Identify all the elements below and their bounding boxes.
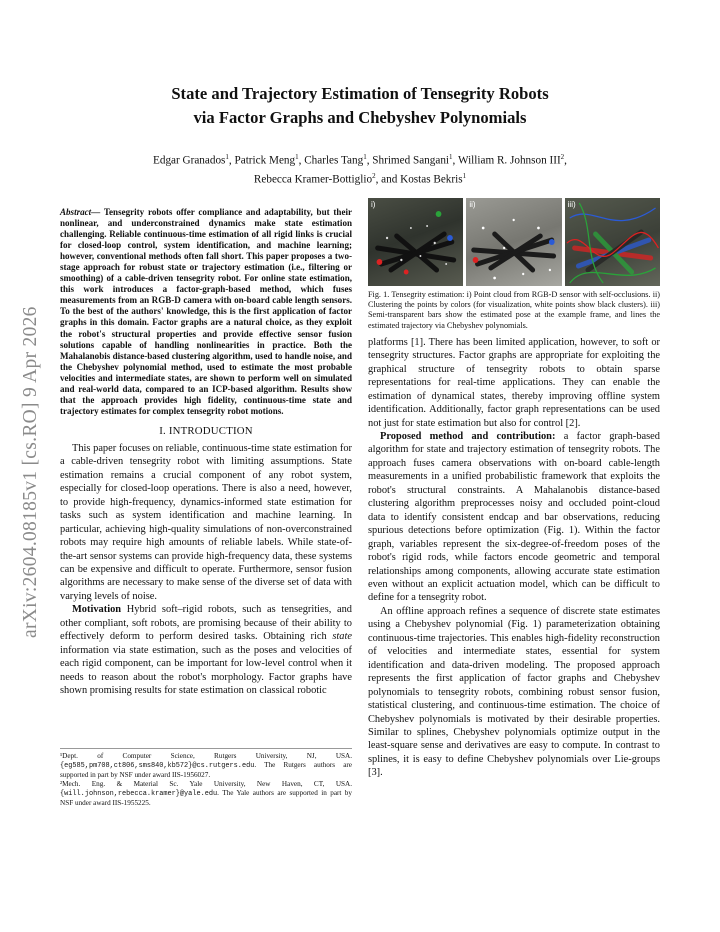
- author-name: Patrick Meng: [234, 154, 296, 167]
- author-name: Shrimed Sangani: [372, 154, 450, 167]
- motivation-paragraph: [60, 603, 352, 697]
- author-affiliation: 1: [363, 153, 367, 161]
- footnotes: [60, 748, 352, 807]
- figure-panel-clustering: [466, 198, 561, 286]
- abstract-label: Abstract: [60, 207, 92, 217]
- contribution-heading: Proposed method and contribution:: [380, 430, 556, 442]
- offline-paragraph: An offline approach refines a sequence of discrete state estimates using a Chebyshev polynomial (Fig. 1) parameterization obtaining continuous-time trajectories. This enables high-fidelity reconstruction of velocities and intermediate states, essential for system identification and data-driven modeling. The proposed approach represents the first application of factor graphs and Chebyshev polynomials to tensegrity robots, combining robust sensor fusion, statistical clustering, and continuous-time estimation. The choice of Chebyshev polynomials is motivated by their desirable properties. Similar to splines, Chebyshev polynomials optimize output in the least-square sense and derivatives are easy to compute. In contrast to splines, it is easy to define Chebyshev polynomials over Lie-groups [3].: [368, 605, 660, 779]
- author-name: Kostas Bekris: [400, 173, 463, 186]
- figure-panel-label: i): [371, 200, 376, 209]
- author-affiliation: 2: [560, 153, 565, 161]
- author-line-2: Rebecca Kramer-Bottiglio$^2$, and Kostas Bekris$^1$: [253, 171, 467, 186]
- author-name: Edgar Granados: [153, 154, 226, 167]
- author-name: Rebecca Kramer-Bottiglio: [253, 173, 373, 186]
- author-list: [60, 150, 660, 187]
- figure-caption: Fig. 1. Tensegrity estimation: i) Point cloud from RGB-D sensor with self-occlusions. ii) Clustering the points by colors (for visualization, white points show black clusters). iii) Semi-transparent bars show the estimated pose at the example frame, and lines the estimated trajectory via Chebyshev polynomials.: [368, 290, 660, 330]
- author-affiliation: 1: [295, 153, 299, 161]
- figure-panel-trajectory: [565, 198, 660, 286]
- footnote-2: [60, 780, 352, 808]
- motivation-emphasis: state: [332, 631, 352, 643]
- author-name: Charles Tang: [304, 154, 364, 167]
- motivation-heading: Motivation: [72, 604, 122, 616]
- footnote-1-text: ¹Dept. of Computer Science, Rutgers University, NJ, USA.: [60, 752, 352, 760]
- figure-panel-label: ii): [469, 200, 476, 209]
- clustering-image: [466, 198, 561, 286]
- author-affiliation: 2: [372, 171, 376, 180]
- title-line-1: State and Trajectory Estimation of Tensegrity Robots: [171, 84, 549, 103]
- intro-paragraph: This paper focuses on reliable, continuous-time state estimation for a cable-driven tensegrity robot with limiting assumptions. State estimation remains a crucial component of any robot system, especially for closed-loop operations. There is also a need, however, to provide high-frequency, dynamics-informed state estimation for tasks such as system identification and machine learning. In particular, achieving high-quality simulations of non-overconstrained robots may require high amounts of reliable labels. While state-of-the-art sensor systems can provide high-frequency data, these systems can be expensive and difficult to operate. Furthermore, sensor fusion algorithms are necessary to make sense of the diverse set of data with varying levels of noise.: [60, 442, 352, 602]
- figure-1: [368, 198, 660, 286]
- author-affiliation: 1: [225, 153, 229, 161]
- abstract: [60, 207, 352, 417]
- right-column: [368, 198, 660, 780]
- right-paragraph-1: platforms [1]. There has been limited application, however, to soft or tensegrity structures. Factor graphs are appropriate for exploiting the graphical structure of tensegrity robots to obtain sparse representations for real-time applications. They can enable the estimation of dynamical states, thereby improving offline system identification. Additionally, factor graph representations can be used not just for state estimation but also for control [2].: [368, 336, 660, 429]
- motivation-text-a: Hybrid soft–rigid robots, such as tensegrities, and other compliant, soft robots, are promising because of their ability to effectively deform to perform desired tasks. Obtaining rich: [60, 604, 352, 643]
- footnote-1-emails: {eg585,pm708,ct806,sms840,kb572}@cs.rutgers.edu: [60, 761, 255, 770]
- author-line-1: Edgar Granados$^1$, Patrick Meng$^1$, Charles Tang$^1$, Shrimed Sangani$^1$, William R. Johnson III$^2$,: [153, 153, 567, 167]
- footnote-2-text: ²Mech. Eng. & Material Sc. Yale University, New Haven, CT, USA.: [60, 779, 352, 788]
- figure-panel-point-cloud: [368, 198, 463, 286]
- title-line-2: via Factor Graphs and Chebyshev Polynomials: [193, 108, 527, 127]
- point-cloud-image: [368, 198, 463, 286]
- footnote-2-emails: {will.johnson,rebecca.kramer}@yale.edu: [60, 789, 218, 798]
- paper-title: [60, 82, 660, 130]
- figure-panel-label: iii): [567, 200, 576, 209]
- contribution-text: a factor graph-based algorithm for state and trajectory estimation of tensegrity robots. The approach fuses camera observations with on-board cable-length measurements in a unified probabilistic framework that exploits the robot's structural constraints. A Mahalanobis distance-based clustering algorithm preprocesses noisy and occluded point-cloud data to identify consistent endcap and bar observations, reducing spurious detections before optimization (Fig. 1). Within the factor graph, variables represent the six-degree-of-freedom poses of the robot's rigid rods, while factors encode geometric and temporal relationships among components, allowing accurate state estimation even without an explicit actuation model, which can be difficult to define for a tensegrity robot.: [368, 430, 660, 604]
- footnote-1: [60, 752, 352, 780]
- section-heading: I. INTRODUCTION: [159, 424, 253, 437]
- trajectory-image: [565, 198, 660, 286]
- motivation-text-b: information via state estimation, such as the poses and velocities of each rigid component, can be important for low-level control when it needs to reason about the robot's morphology. Factor graphs have shown promising results for state estimation on classical robotic: [60, 644, 352, 697]
- author-name: William R. Johnson III: [457, 154, 561, 167]
- footnote-1-funding: . The Rutgers authors are supported in part by NSF under award IIS-1956027.: [60, 760, 352, 779]
- footnote-2-funding: . The Yale authors are supported in part by NSF under award IIS-1955225.: [60, 788, 352, 807]
- contribution-paragraph: [368, 430, 660, 605]
- abstract-text: — Tensegrity robots offer compliance and adaptability, but their nonlinear, and underconstrained dynamics make state estimation challenging. Reliable continuous-time estimation of all rigid links is crucial for closed-loop control, system identification, and machine learning; however, conventional methods often fall short. This paper proposes a two-stage approach for robust state or trajectory estimation (i.e., filtering or smoothing) of a cable-driven tensegrity robot. For online state estimation, this work introduces a factor-graph-based method, which fuses measurements from an RGB-D camera with on-board cable length sensors. To the best of the authors' knowledge, this is the first application of factor graphs in this domain. Factor graphs are a natural choice, as they exploit the robot's structural properties and provide effective sensor fusion solutions capable of handling nonlinearities in practice. Both the Mahalanobis distance-based clustering algorithm, used to handle noise, and the Chebyshev polynomial method, used to estimate the most probable velocities and intermediate states, are shown to perform well on simulated and real-world data, compared to an ICP-based algorithm. Results show that the approach provides high fidelity, continuous-time state and trajectory estimates for complex tensegrity robot motions.: [60, 207, 352, 416]
- arxiv-stamp: arXiv:2604.08185v1 [cs.RO] 9 Apr 2026: [20, 306, 41, 638]
- author-affiliation: 1: [462, 171, 467, 180]
- left-column: [60, 207, 352, 698]
- author-affiliation: 1: [449, 153, 453, 161]
